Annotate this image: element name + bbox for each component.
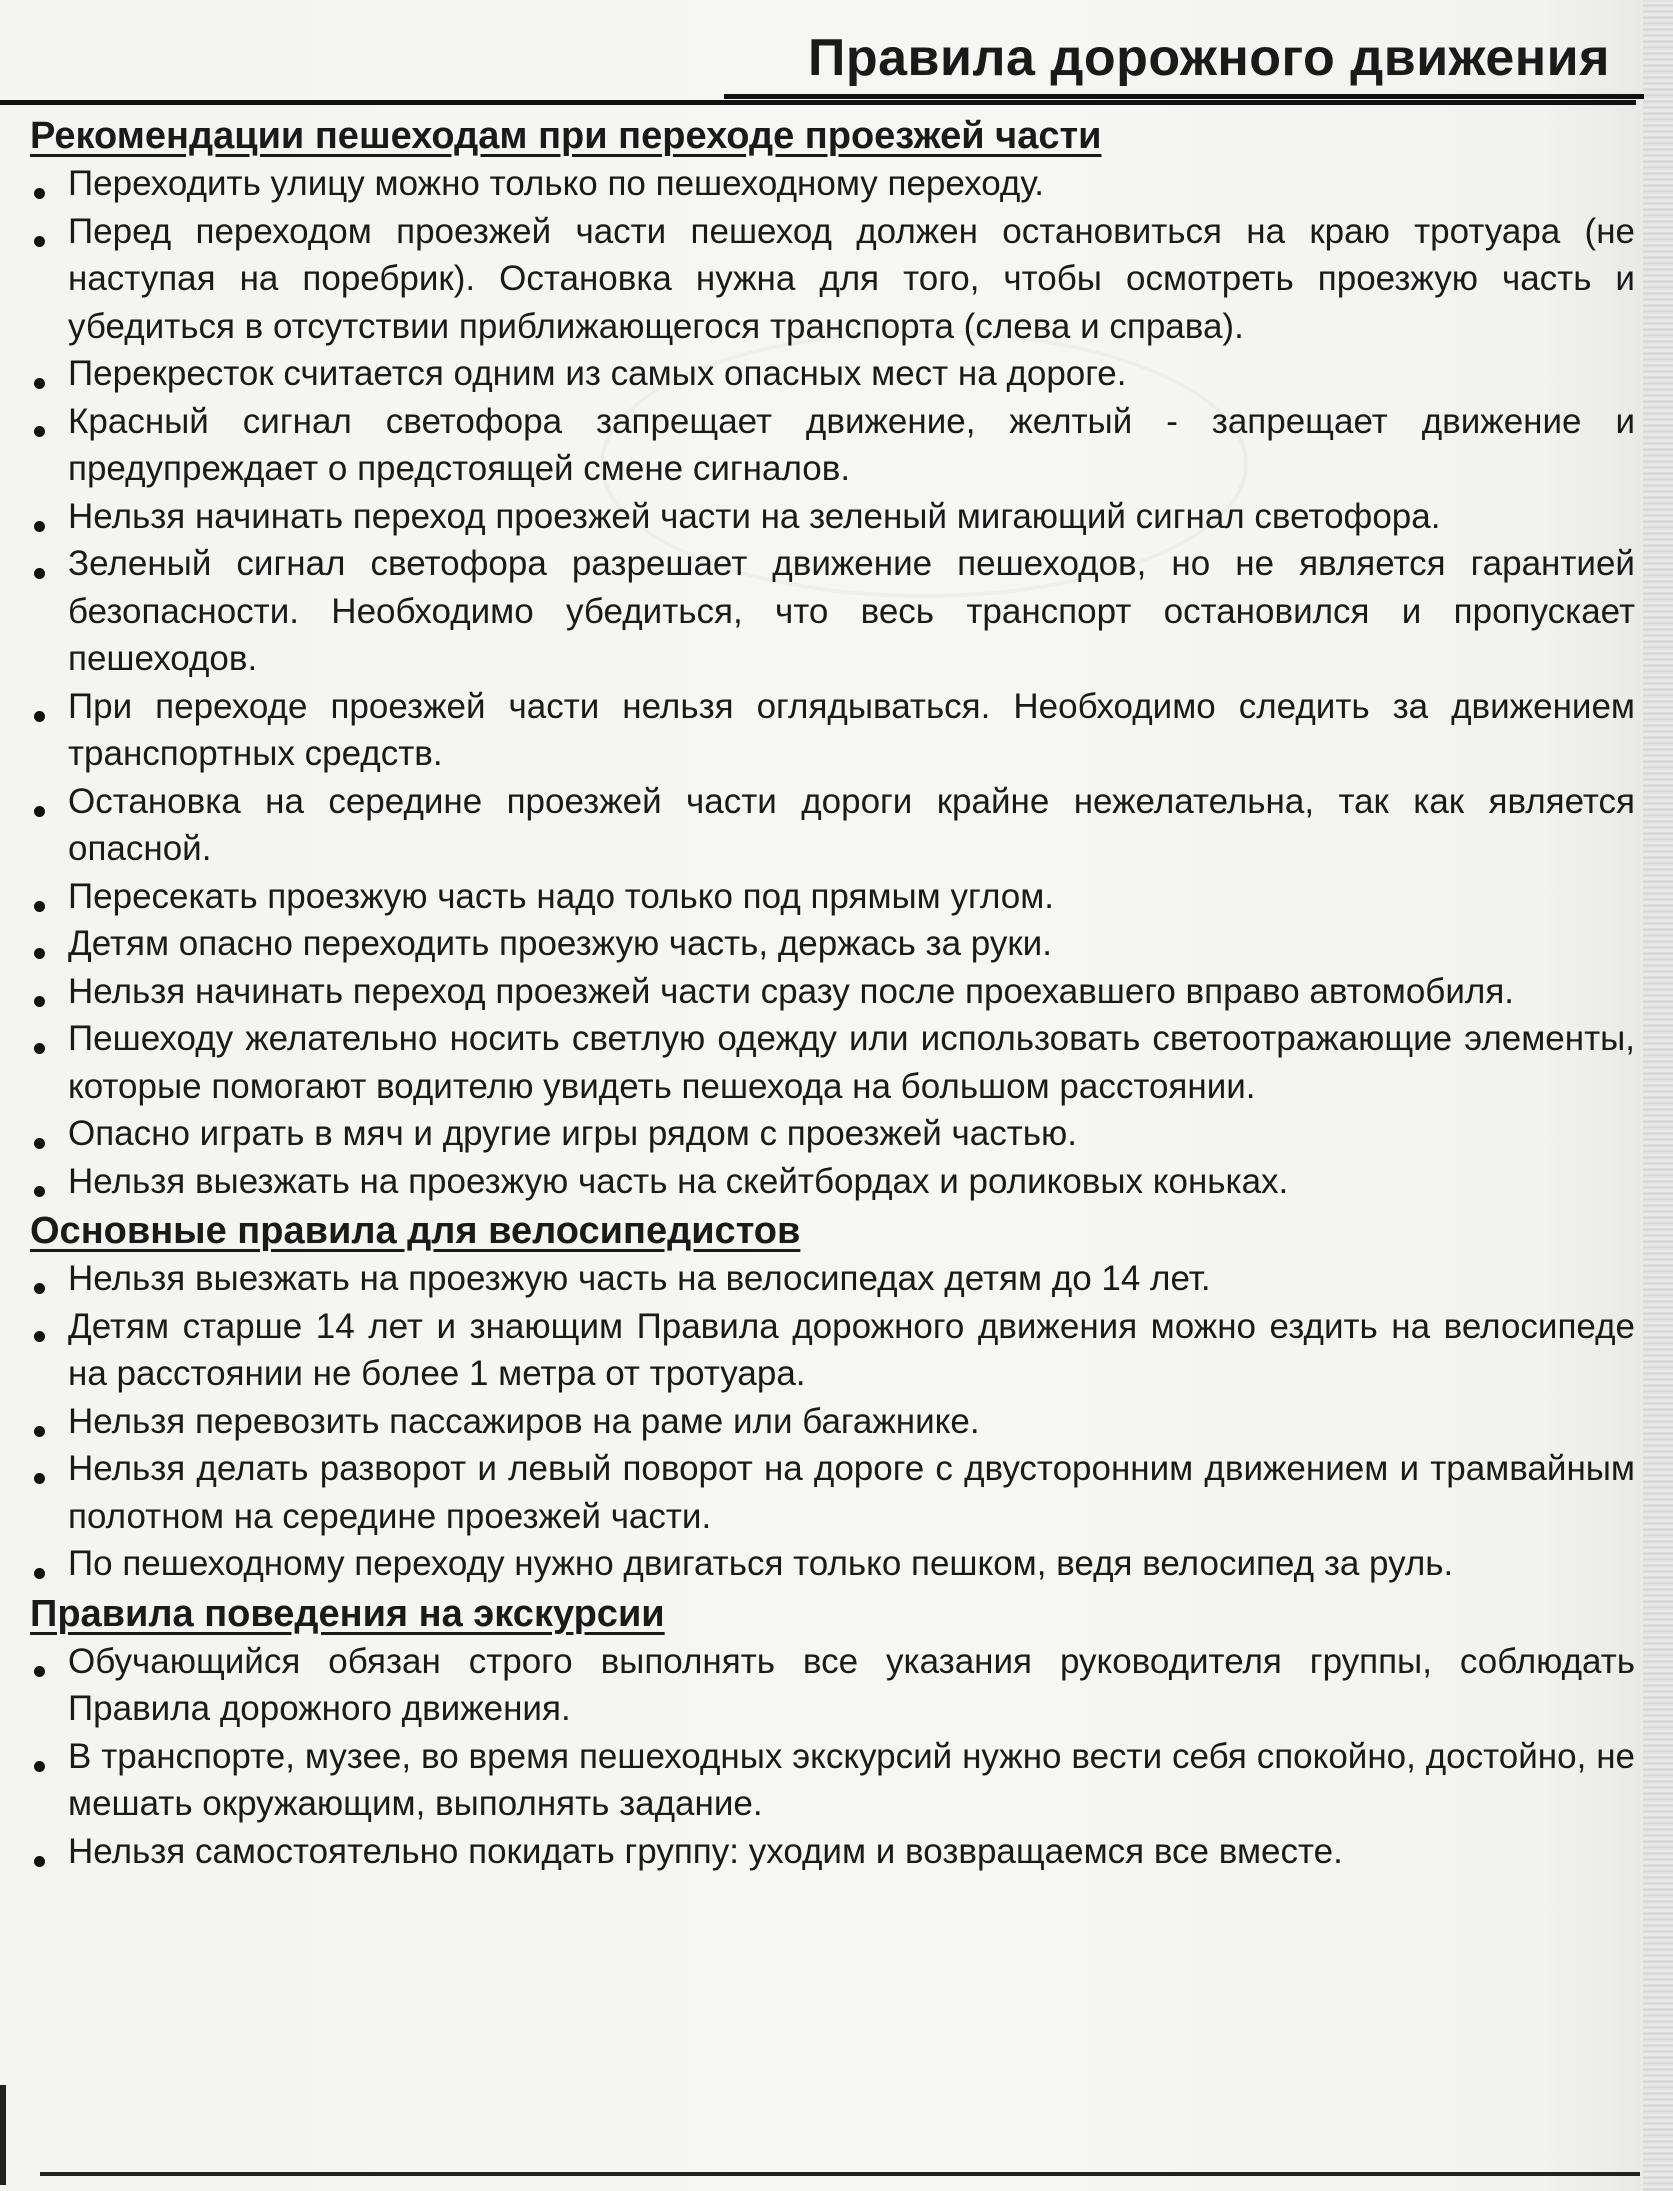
list-item: Нельзя перевозить пассажиров на раме или багажнике. — [30, 1398, 1635, 1446]
list-item: По пешеходному переходу нужно двигаться только пешком, ведя велосипед за руль. — [30, 1540, 1635, 1588]
list-item: Нельзя выезжать на проезжую часть на скейтбордах и роликовых коньках. — [30, 1158, 1635, 1206]
section-heading: Основные правила для велосипедистов — [30, 1210, 801, 1252]
list-item: Красный сигнал светофора запрещает движение, желтый - запрещает движение и предупреждает о предстоящей смене сигналов. — [30, 398, 1635, 493]
list-item: Детям опасно переходить проезжую часть, держась за руки. — [30, 920, 1635, 968]
bottom-rule — [40, 2172, 1640, 2176]
list-item: Детям старше 14 лет и знающим Правила дорожного движения можно ездить на велосипеде на расстоянии не более 1 метра от тротуара. — [30, 1303, 1635, 1398]
list-item: Пешеходу желательно носить светлую одежду или использовать светоотражающие элементы, которые помогают водителю увидеть пешехода на большом расстоянии. — [30, 1015, 1635, 1110]
list-item: Нельзя начинать переход проезжей части сразу после проехавшего вправо автомобиля. — [30, 968, 1635, 1016]
title-block — [724, 22, 1644, 99]
list-item: При переходе проезжей части нельзя оглядываться. Необходимо следить за движением транспортных средств. — [30, 683, 1635, 778]
section-heading: Рекомендации пешеходам при переходе проезжей части — [30, 115, 1102, 157]
list-item: Нельзя самостоятельно покидать группу: уходим и возвращаемся все вместе. — [30, 1828, 1635, 1876]
rules-list — [30, 1638, 1635, 1876]
list-item: Зеленый сигнал светофора разрешает движение пешеходов, но не является гарантией безопасности. Необходимо убедиться, что весь транспорт остановился и пропускает пешеходов. — [30, 540, 1635, 683]
list-item: В транспорте, музее, во время пешеходных экскурсий нужно вести себя спокойно, достойно, не мешать окружающим, выполнять задание. — [30, 1733, 1635, 1828]
page-edge — [1643, 0, 1673, 2191]
section-heading: Правила поведения на экскурсии — [30, 1592, 665, 1635]
rules-list — [30, 160, 1635, 1205]
list-item: Перекресток считается одним из самых опасных мест на дороге. — [30, 350, 1635, 398]
list-item: Пересекать проезжую часть надо только под прямым углом. — [30, 873, 1635, 921]
section-excursion — [30, 1590, 1635, 1876]
list-item: Опасно играть в мяч и другие игры рядом с проезжей частью. — [30, 1110, 1635, 1158]
list-item: Переходить улицу можно только по пешеходному переходу. — [30, 160, 1635, 208]
left-margin-bar — [0, 2085, 6, 2185]
list-item: Нельзя делать разворот и левый поворот на дороге с двусторонним движением и трамвайным полотном на середине проезжей части. — [30, 1445, 1635, 1540]
list-item: Обучающийся обязан строго выполнять все указания руководителя группы, соблюдать Правила дорожного движения. — [30, 1638, 1635, 1733]
page-title: Правила дорожного движения — [808, 29, 1610, 87]
list-item: Перед переходом проезжей части пешеход должен остановиться на краю тротуара (не наступая на поребрик). Остановка нужна для того, чтобы осмотреть проезжую часть и убедиться в отсутствии приближающегося транспорта (слева и справа). — [30, 208, 1635, 351]
list-item: Остановка на середине проезжей части дороги крайне нежелательна, так как является опасной. — [30, 778, 1635, 873]
section-pedestrians — [30, 112, 1635, 1205]
document-body — [30, 110, 1635, 1875]
rules-list — [30, 1255, 1635, 1588]
list-item: Нельзя начинать переход проезжей части на зеленый мигающий сигнал светофора. — [30, 493, 1635, 541]
list-item: Нельзя выезжать на проезжую часть на велосипедах детям до 14 лет. — [30, 1255, 1635, 1303]
section-cyclists — [30, 1207, 1635, 1588]
